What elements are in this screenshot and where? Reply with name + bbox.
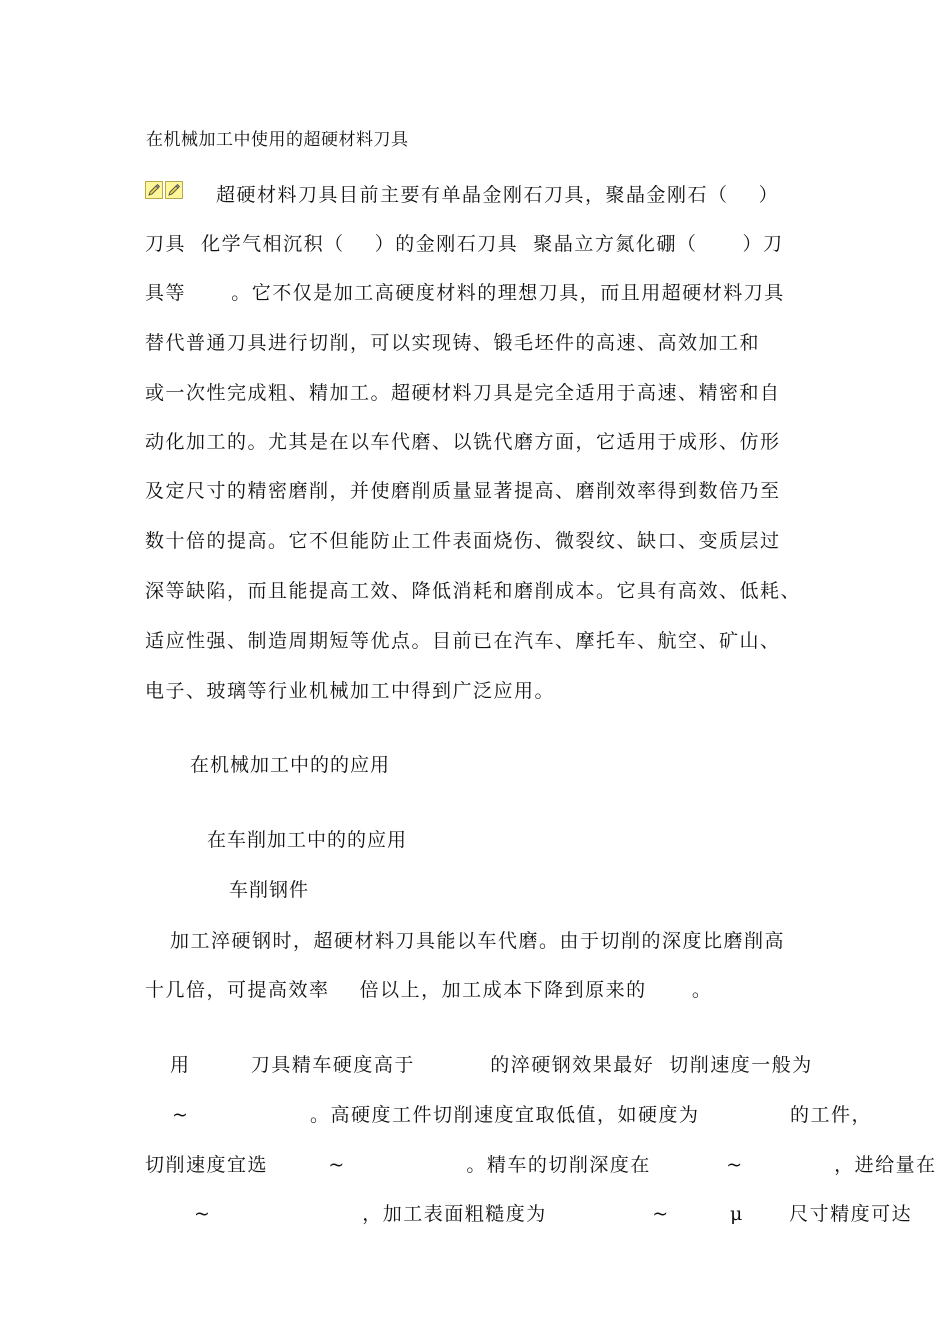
body-line: 切削速度宜选 ~ 。精车的切削深度在 ~ ，进给量在 <box>145 1154 937 1176</box>
subsubsection-heading: 车削钢件 <box>229 879 310 901</box>
intro-line: 适应性强、制造周期短等优点。目前已在汽车、摩托车、航空、矿山、 <box>145 630 781 652</box>
intro-line: 具等 。它不仅是加工高硬度材料的理想刀具，而且用超硬材料刀具 <box>145 282 785 304</box>
intro-line: 替代普通刀具进行切削，可以实现铸、锻毛坯件的高速、高效加工和 <box>145 332 761 354</box>
subsection-heading: 在车削加工中的的应用 <box>207 829 408 851</box>
body-line: 十几倍，可提高效率 倍以上，加工成本下降到原来的 。 <box>145 979 713 1001</box>
section-heading: 在机械加工中的的应用 <box>190 754 391 776</box>
pencil-edit-icon[interactable] <box>165 181 183 199</box>
intro-line: 数十倍的提高。它不但能防止工件表面烧伤、微裂纹、缺口、变质层过 <box>145 530 781 552</box>
intro-line: 或一次性完成粗、精加工。超硬材料刀具是完全适用于高速、精密和自 <box>145 382 781 404</box>
body-line: 用 刀具精车硬度高于 的淬硬钢效果最好 切削速度一般为 <box>170 1054 813 1076</box>
intro-line: 刀具 化学气相沉积（ ）的金刚石刀具 聚晶立方氮化硼（ ）刀 <box>145 233 784 255</box>
intro-line: 及定尺寸的精密磨削，并使磨削质量显著提高、磨削效率得到数倍乃至 <box>145 480 781 502</box>
pencil-edit-icon[interactable] <box>145 181 163 199</box>
body-line: 加工淬硬钢时，超硬材料刀具能以车代磨。由于切削的深度比磨削高 <box>170 930 786 952</box>
document-title: 在机械加工中使用的超硬材料刀具 <box>146 130 409 150</box>
body-line: ~ ，加工表面粗糙度为 ~ μ 尺寸精度可达 <box>194 1203 913 1225</box>
body-line: ~ 。高硬度工件切削速度宜取低值，如硬度为 的工件， <box>172 1104 873 1126</box>
intro-line: 电子、玻璃等行业机械加工中得到广泛应用。 <box>145 680 556 702</box>
intro-line: 动化加工的。尤其是在以车代磨、以铣代磨方面，它适用于成形、仿形 <box>145 431 781 453</box>
inline-icons <box>145 181 183 199</box>
intro-line: 深等缺陷，而且能提高工效、降低消耗和磨削成本。它具有高效、低耗、 <box>145 580 802 602</box>
intro-line: 超硬材料刀具目前主要有单晶金刚石刀具，聚晶金刚石（ ） <box>216 184 780 206</box>
